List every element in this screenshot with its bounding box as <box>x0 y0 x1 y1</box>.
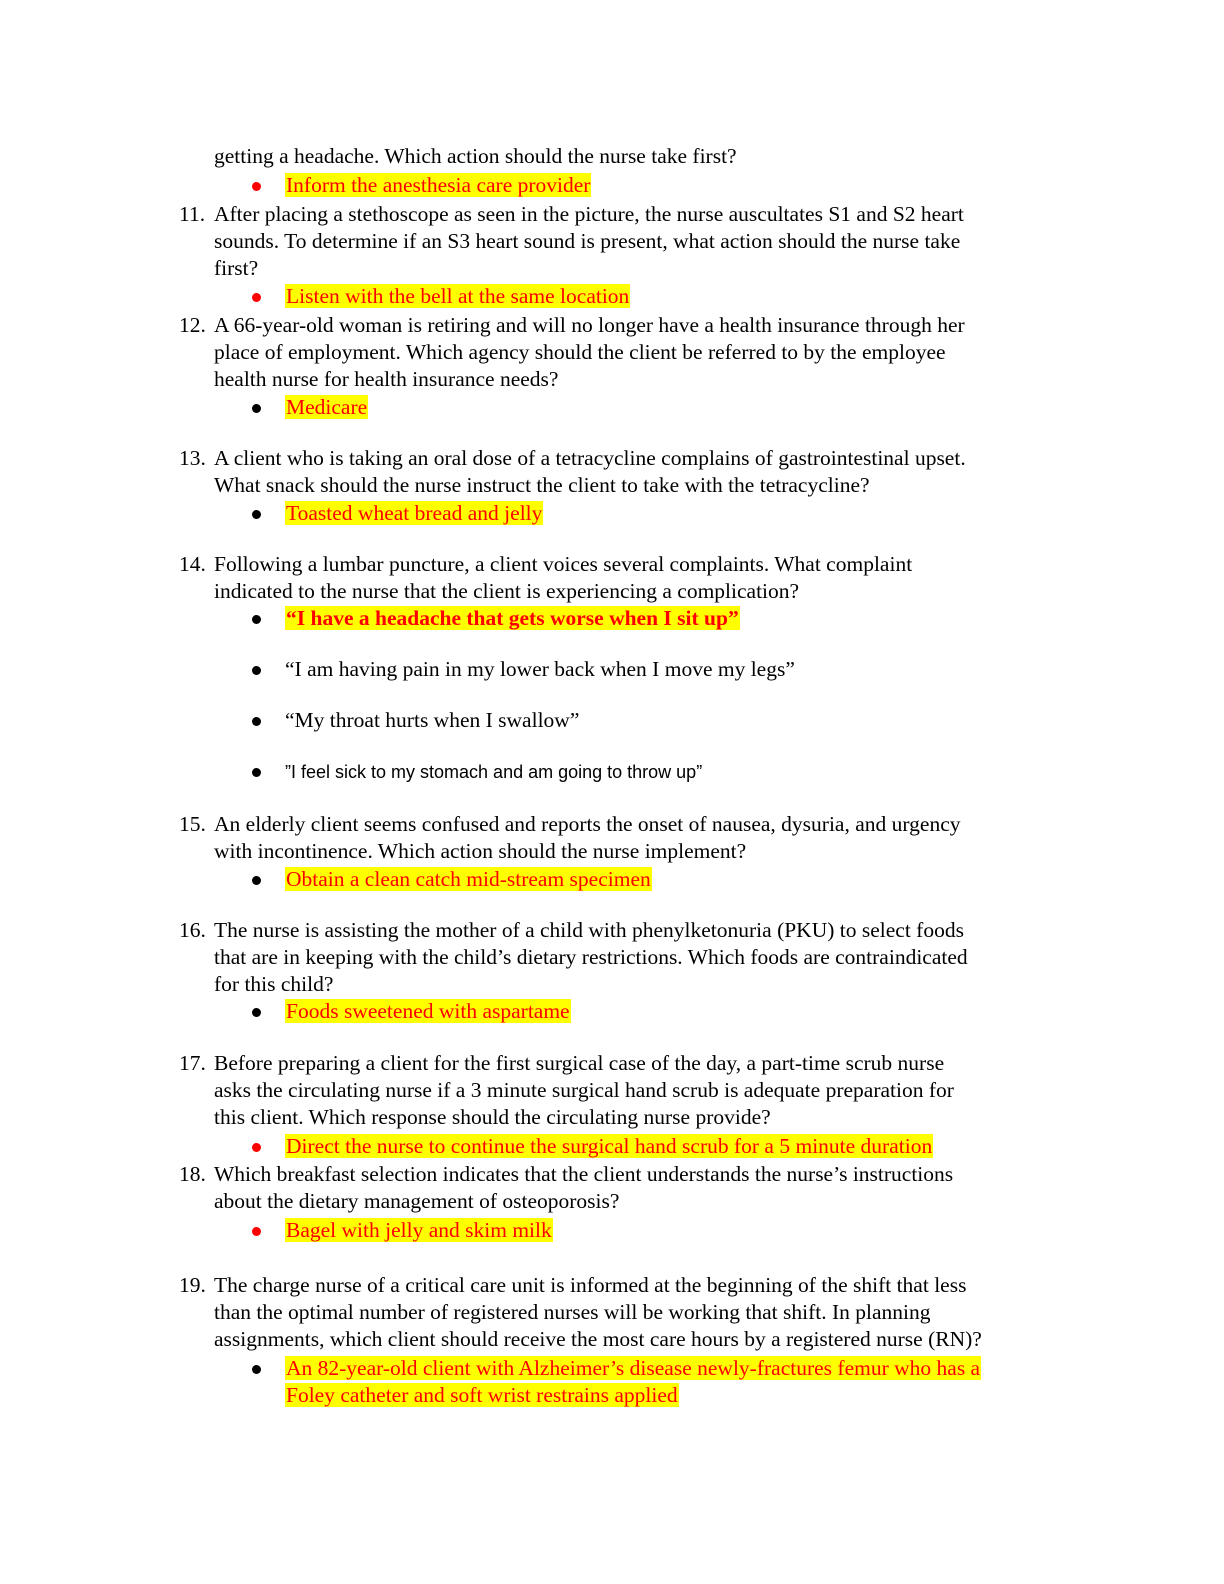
answer-item <box>285 172 591 199</box>
question-text-line: than the optimal number of registered nurses will be working that shift. In planning <box>214 1300 931 1324</box>
answer-item <box>285 1133 933 1160</box>
bullet-icon <box>252 293 261 302</box>
question-text-line: asks the circulating nurse if a 3 minute surgical hand scrub is adequate preparation for <box>214 1078 954 1102</box>
bullet-icon <box>252 1143 261 1152</box>
highlighted-answer: Foley catheter and soft wrist restrains applied <box>286 1383 678 1407</box>
question-text-line: first? <box>214 256 259 280</box>
question-text-line: What snack should the nurse instruct the client to take with the tetracycline? <box>214 473 870 497</box>
answer-item: “I am having pain in my lower back when I move my legs” <box>285 657 795 681</box>
highlighted-answer: Toasted wheat bread and jelly <box>286 501 543 525</box>
answer-item <box>285 1382 679 1409</box>
highlighted-answer: Medicare <box>286 395 368 419</box>
bullet-icon <box>252 768 261 777</box>
highlighted-answer: Inform the anesthesia care provider <box>286 173 591 197</box>
question-text-line: The charge nurse of a critical care unit is informed at the beginning of the shift that less <box>214 1273 967 1297</box>
answer-item <box>285 605 740 632</box>
question-text-line: Before preparing a client for the first surgical case of the day, a part-time scrub nurse <box>214 1051 945 1075</box>
bullet-icon <box>252 510 261 519</box>
highlighted-answer: An 82-year-old client with Alzheimer’s disease newly-fractures femur who has a <box>286 1356 981 1380</box>
highlighted-answer: Bagel with jelly and skim milk <box>286 1218 552 1242</box>
question-text-line: sounds. To determine if an S3 heart sound is present, what action should the nurse take <box>214 229 961 253</box>
question-text-line: Which breakfast selection indicates that the client understands the nurse’s instructions <box>214 1162 954 1186</box>
question-text-line: with incontinence. Which action should the nurse implement? <box>214 839 747 863</box>
question-number: 11. <box>179 202 206 226</box>
answer-item <box>285 866 652 893</box>
bullet-icon <box>252 1227 261 1236</box>
question-text-line: this client. Which response should the circulating nurse provide? <box>214 1105 771 1129</box>
answer-item <box>285 500 543 527</box>
bullet-icon <box>252 1365 261 1374</box>
answer-item <box>285 394 368 421</box>
question-number: 18. <box>179 1162 206 1186</box>
question-text-line: The nurse is assisting the mother of a child with phenylketonuria (PKU) to select foods <box>214 918 964 942</box>
highlighted-answer: “I have a headache that gets worse when I sit up” <box>286 606 739 630</box>
question-text-line: assignments, which client should receive the most care hours by a registered nurse (RN)? <box>214 1327 982 1351</box>
question-text-line: After placing a stethoscope as seen in the picture, the nurse auscultates S1 and S2 heart <box>214 202 964 226</box>
question-text-line: health nurse for health insurance needs? <box>214 367 559 391</box>
answer-item <box>285 283 630 310</box>
question-text-line: that are in keeping with the child’s dietary restrictions. Which foods are contraindicated <box>214 945 968 969</box>
answer-item <box>285 998 571 1025</box>
highlighted-answer: Foods sweetened with aspartame <box>286 999 570 1023</box>
answer-item: ”I feel sick to my stomach and am going to throw up” <box>285 762 703 782</box>
question-text-line: Following a lumbar puncture, a client voices several complaints. What complaint <box>214 552 913 576</box>
answer-item: “My throat hurts when I swallow” <box>285 708 580 732</box>
question-text-line: place of employment. Which agency should the client be referred to by the employee <box>214 340 946 364</box>
question-text-line: getting a headache. Which action should the nurse take first? <box>214 144 737 168</box>
highlighted-answer: Listen with the bell at the same location <box>286 284 630 308</box>
question-number: 17. <box>179 1051 206 1075</box>
question-text-line: about the dietary management of osteoporosis? <box>214 1189 620 1213</box>
question-text-line: A client who is taking an oral dose of a tetracycline complains of gastrointestinal upset. <box>214 446 966 470</box>
question-number: 15. <box>179 812 206 836</box>
question-number: 14. <box>179 552 206 576</box>
question-text-line: for this child? <box>214 972 334 996</box>
highlighted-answer: Obtain a clean catch mid-stream specimen <box>286 867 651 891</box>
question-number: 13. <box>179 446 206 470</box>
answer-item <box>285 1217 553 1244</box>
bullet-icon <box>252 615 261 624</box>
bullet-icon <box>252 717 261 726</box>
question-number: 12. <box>179 313 206 337</box>
question-text-line: indicated to the nurse that the client is experiencing a complication? <box>214 579 800 603</box>
bullet-icon <box>252 666 261 675</box>
bullet-icon <box>252 404 261 413</box>
bullet-icon <box>252 876 261 885</box>
question-text-line: An elderly client seems confused and reports the onset of nausea, dysuria, and urgency <box>214 812 961 836</box>
highlighted-answer: Direct the nurse to continue the surgical hand scrub for a 5 minute duration <box>286 1134 933 1158</box>
bullet-icon <box>252 182 261 191</box>
question-number: 16. <box>179 918 206 942</box>
question-text-line: A 66-year-old woman is retiring and will no longer have a health insurance through her <box>214 313 965 337</box>
bullet-icon <box>252 1008 261 1017</box>
question-number: 19. <box>179 1273 206 1297</box>
answer-item <box>285 1355 981 1382</box>
